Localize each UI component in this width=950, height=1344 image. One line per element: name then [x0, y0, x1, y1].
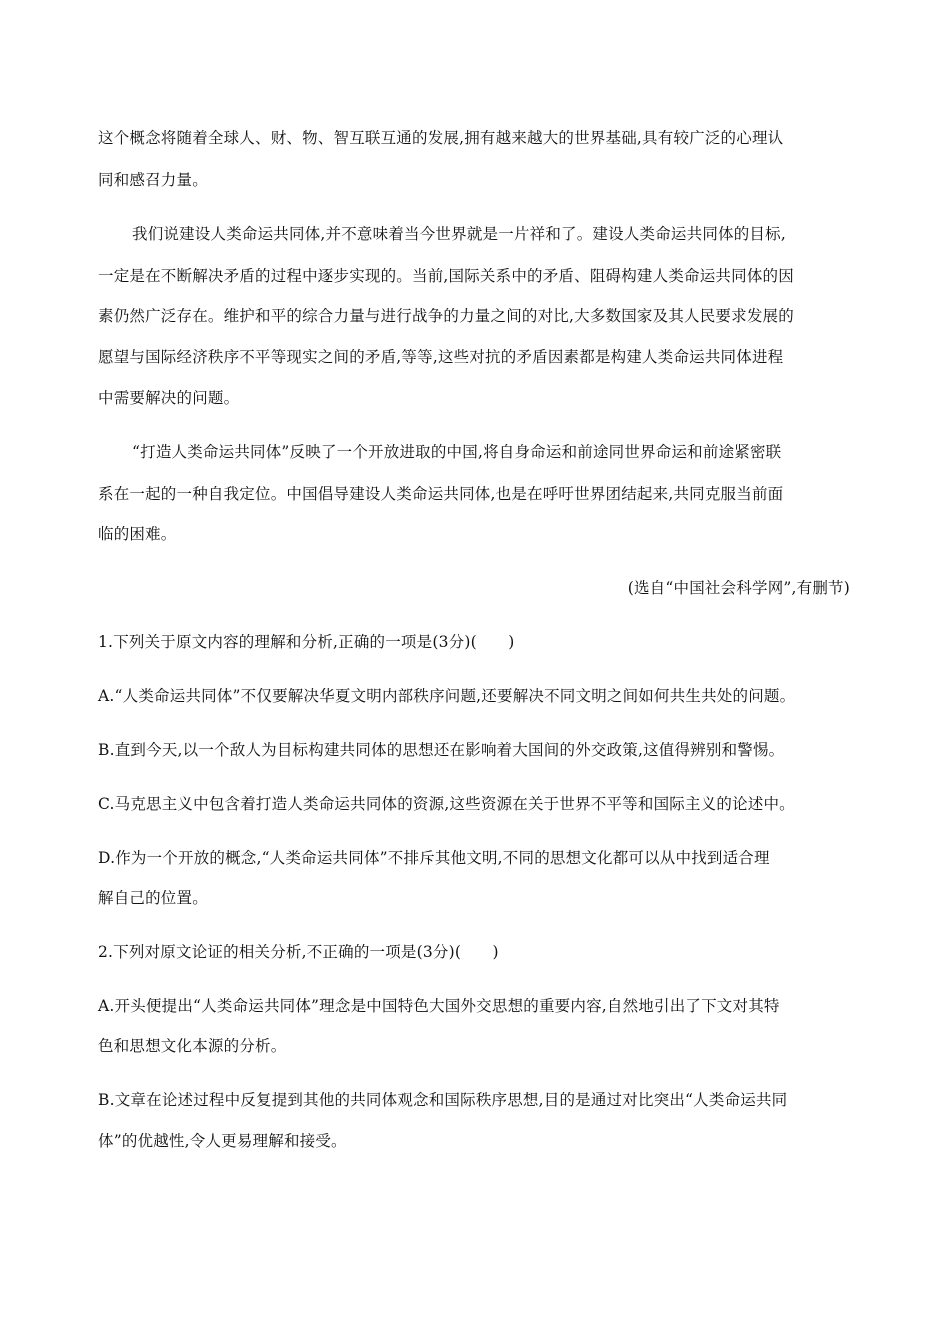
passage-p2-line-1: 我们说建设人类命运共同体,并不意味着当今世界就是一片祥和了。建设人类命运共同体的目标, [132, 225, 786, 243]
question-2-option-b-line-2: 体”的优越性,令人更易理解和接受。 [98, 1132, 347, 1150]
question-2-option-b-line-1: B.文章在论述过程中反复提到其他的共同体观念和国际秩序思想,目的是通过对比突出“人类命运共同 [98, 1091, 788, 1109]
question-1-option-d-line-2: 解自己的位置。 [98, 889, 208, 907]
passage-source: (选自“中国社会科学网”,有删节) [627, 579, 850, 597]
question-1-stem: 1.下列关于原文内容的理解和分析,正确的一项是(3分)( ) [98, 633, 515, 651]
passage-p3-line-1: “打造人类命运共同体”反映了一个开放进取的中国,将自身命运和前途同世界命运和前途紧密联 [132, 443, 782, 461]
passage-p2-line-5: 中需要解决的问题。 [98, 389, 240, 407]
question-1-option-d-line-1: D.作为一个开放的概念,“人类命运共同体”不排斥其他文明,不同的思想文化都可以从中找到适合理 [98, 849, 770, 867]
question-2-stem: 2.下列对原文论证的相关分析,不正确的一项是(3分)( ) [98, 943, 499, 961]
question-1-option-c: C.马克思主义中包含着打造人类命运共同体的资源,这些资源在关于世界不平等和国际主义的论述中。 [98, 795, 795, 813]
passage-p2-line-4: 愿望与国际经济秩序不平等现实之间的矛盾,等等,这些对抗的矛盾因素都是构建人类命运共同体进程 [98, 348, 784, 366]
question-1-option-b: B.直到今天,以一个敌人为目标构建共同体的思想还在影响着大国间的外交政策,这值得辨别和警惕。 [98, 741, 785, 759]
passage-p2-line-3: 素仍然广泛存在。维护和平的综合力量与进行战争的力量之间的对比,大多数国家及其人民要求发展的 [98, 307, 794, 325]
passage-p1-line-2: 同和感召力量。 [98, 171, 208, 189]
passage-p1-line-1: 这个概念将随着全球人、财、物、智互联互通的发展,拥有越来越大的世界基础,具有较广泛的心理认 [98, 129, 784, 147]
passage-p3-line-3: 临的困难。 [98, 525, 177, 543]
passage-p2-line-2: 一定是在不断解决矛盾的过程中逐步实现的。当前,国际关系中的矛盾、阻碍构建人类命运共同体的因 [98, 267, 794, 285]
question-1-option-a: A.“人类命运共同体”不仅要解决华夏文明内部秩序问题,还要解决不同文明之间如何共生共处的问题。 [98, 687, 796, 705]
question-2-option-a-line-2: 色和思想文化本源的分析。 [98, 1037, 287, 1055]
passage-p3-line-2: 系在一起的一种自我定位。中国倡导建设人类命运共同体,也是在呼吁世界团结起来,共同克服当前面 [98, 485, 784, 503]
question-2-option-a-line-1: A.开头便提出“人类命运共同体”理念是中国特色大国外交思想的重要内容,自然地引出了下文对其特 [98, 997, 780, 1015]
